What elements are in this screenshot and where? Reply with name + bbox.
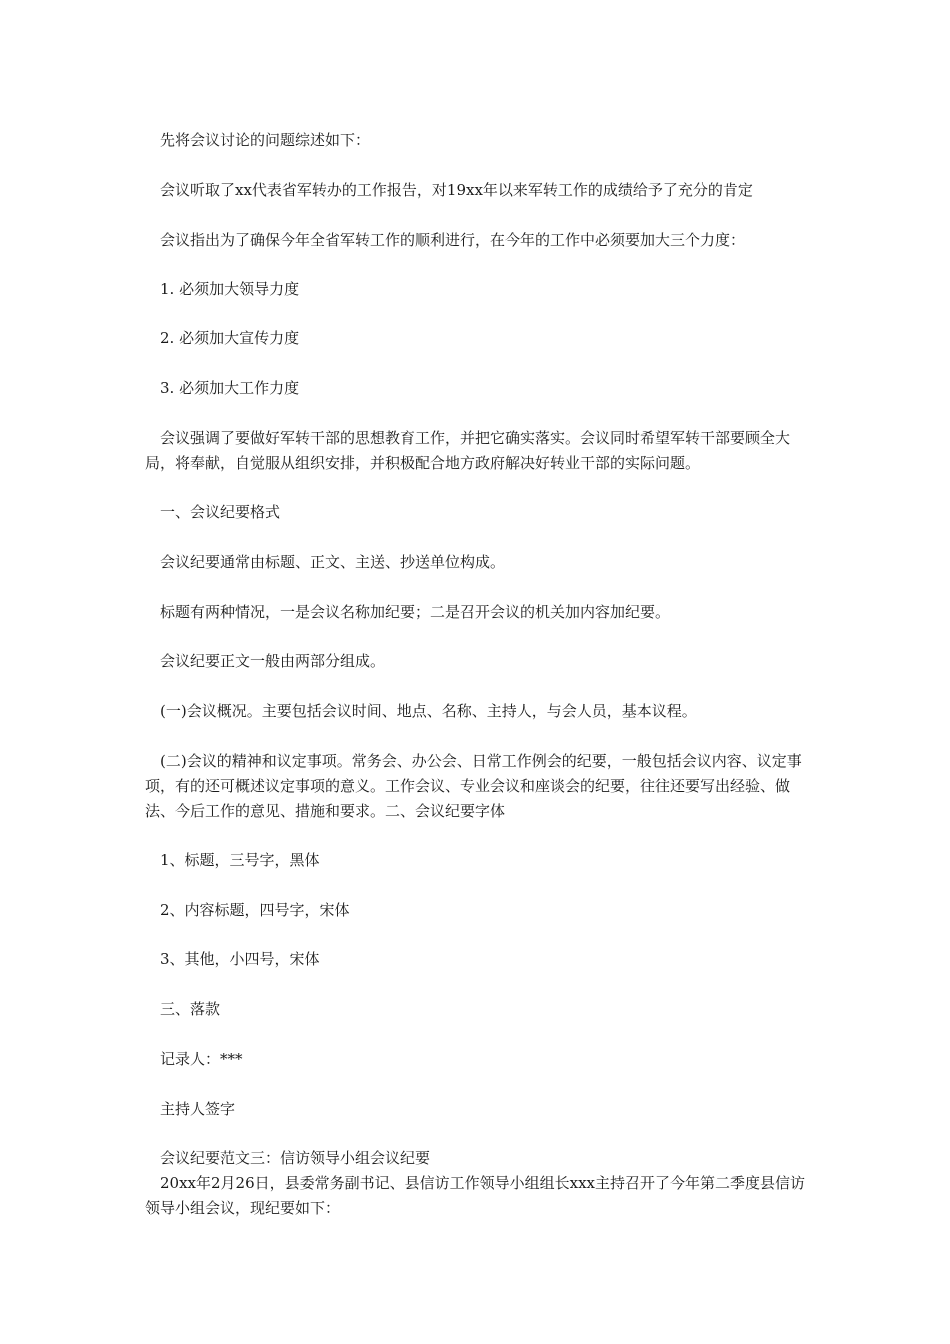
recorder-line: 记录人：*** — [160, 1050, 243, 1068]
paragraph-composition: 会议纪要通常由标题、正文、主送、抄送单位构成。 — [160, 553, 506, 571]
list-item-leadership: 1. 必须加大领导力度 — [160, 280, 300, 298]
list-item-work: 3. 必须加大工作力度 — [160, 379, 300, 397]
paragraph-title-types: 标题有两种情况，一是会议名称加纪要；二是召开会议的机关加内容加纪要。 — [160, 603, 671, 621]
sample-three-title: 会议纪要范文三：信访领导小组会议纪要 — [160, 1149, 431, 1167]
paragraph-body-parts: 会议纪要正文一般由两部分组成。 — [160, 652, 386, 670]
paragraph-summary-intro: 先将会议讨论的问题综述如下： — [160, 131, 371, 149]
list-item-publicity: 2. 必须加大宣传力度 — [160, 329, 300, 347]
paragraph-three-efforts: 会议指出为了确保今年全省军转工作的顺利进行，在今年的工作中必须要加大三个力度： — [160, 231, 746, 249]
paragraph-overview: (一)会议概况。主要包括会议时间、地点、名称、主持人，与会人员，基本议程。 — [160, 702, 697, 720]
list-item-content-font: 2、内容标题，四号字，宋体 — [160, 901, 350, 919]
heading-signature: 三、落款 — [160, 1000, 221, 1018]
sample-three-intro: 20xx年2月26日，县委常务副书记、县信访工作领导小组组长xxx主持召开了今年第二季度县信访领导小组会议，现纪要如下： — [145, 1174, 806, 1217]
host-signature-line: 主持人签字 — [160, 1100, 236, 1118]
paragraph-emphasis: 会议强调了要做好军转干部的思想教育工作，并把它确实落实。会议同时希望军转干部要顾全大局，将奉献，自觉服从组织安排，并积极配合地方政府解决好转业干部的实际问题。 — [145, 429, 791, 472]
list-item-title-font: 1、标题，三号字，黑体 — [160, 851, 320, 869]
list-item-other-font: 3、其他，小四号，宋体 — [160, 950, 320, 968]
paragraph-report: 会议听取了xx代表省军转办的工作报告，对19xx年以来军转工作的成绩给予了充分的肯定 — [160, 181, 753, 199]
heading-format: 一、会议纪要格式 — [160, 503, 281, 521]
paragraph-spirit: (二)会议的精神和议定事项。常务会、办公会、日常工作例会的纪要，一般包括会议内容、议定事项，有的还可概述议定事项的意义。工作会议、专业会议和座谈会的纪要，往往还要写出经验、做法、今后工作的意见、措施和要求。二、会议纪要字体 — [145, 752, 802, 820]
